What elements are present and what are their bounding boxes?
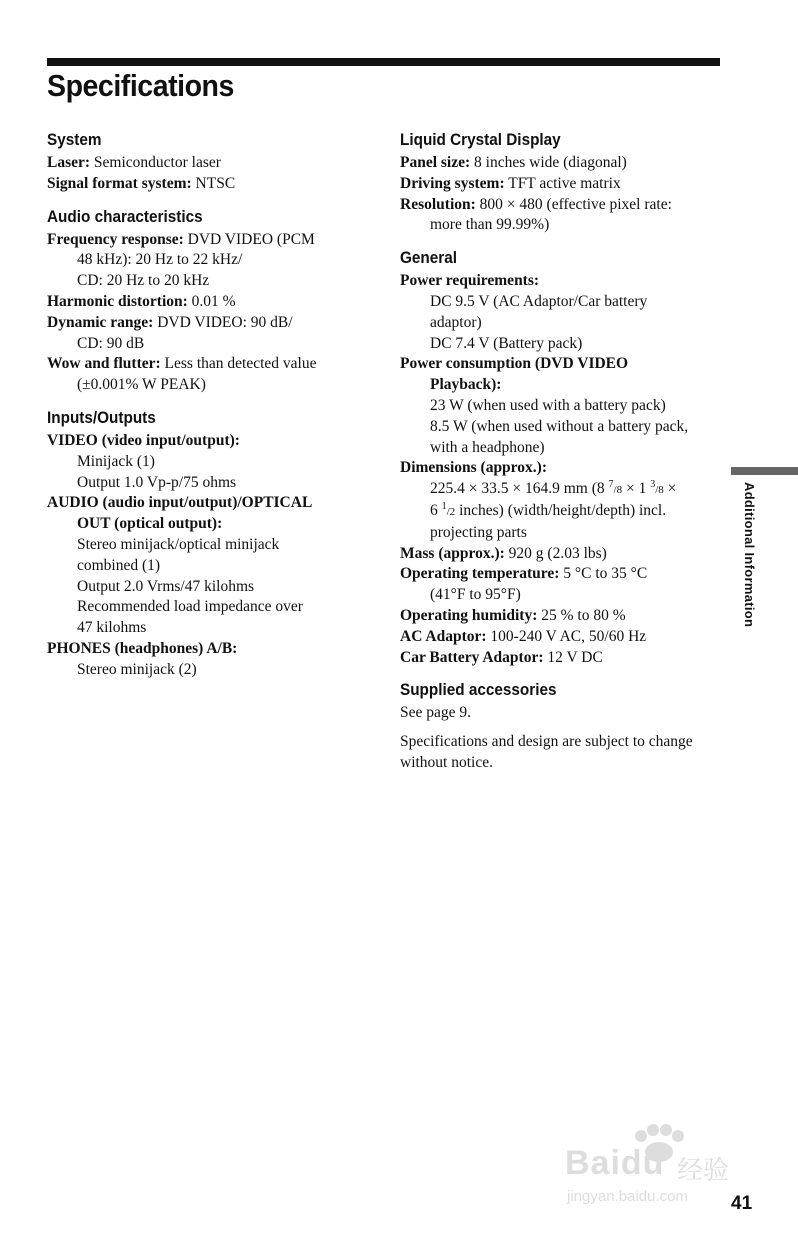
- watermark-url: jingyan.baidu.com: [567, 1188, 688, 1205]
- section-heading: Inputs/Outputs: [47, 407, 156, 427]
- section-heading: General: [400, 248, 457, 268]
- change-notice: Specifications and design are subject to change without notice.: [400, 733, 693, 771]
- spec-value: Semiconductor laser: [90, 154, 221, 171]
- spec-value: Less than detected value: [160, 355, 317, 373]
- page-number: 41: [731, 1193, 753, 1214]
- spec-label: Power consumption (DVD VIDEO: [400, 355, 629, 373]
- spec-value: 8.5 W (when used without a battery pack,: [430, 417, 689, 435]
- spec-power-consumption: [400, 354, 725, 458]
- spec-value: NTSC: [191, 174, 236, 192]
- spec-label: Signal format system:: [47, 174, 192, 192]
- spec-label: Driving system:: [400, 174, 505, 192]
- spec-label: Car Battery Adaptor:: [400, 648, 544, 666]
- section-heading: System: [47, 130, 102, 149]
- spec-label: Panel size:: [400, 154, 471, 171]
- spec-power-requirements: [400, 271, 725, 354]
- spec-label: Laser:: [47, 154, 91, 171]
- spec-value: with a headphone): [430, 438, 545, 456]
- spec-resolution: [400, 195, 725, 237]
- spec-value: Recommended load impedance over: [77, 598, 303, 616]
- side-tab-bar: [731, 467, 798, 475]
- spec-value: Output 2.0 Vrms/47 kilohms: [77, 577, 255, 595]
- right-column: [400, 128, 725, 784]
- section-lcd: [400, 128, 725, 236]
- watermark: [565, 1122, 740, 1212]
- spec-value: 5 °C to 35 °C: [559, 565, 648, 583]
- fraction-numerator: 3: [650, 479, 656, 490]
- spec-value: Minijack (1): [77, 452, 155, 470]
- spec-label: Wow and flutter:: [47, 355, 161, 373]
- side-tab-label: Additional Information: [742, 482, 757, 628]
- spec-label: AC Adaptor:: [400, 627, 487, 645]
- spec-value: 0.01 %: [187, 292, 236, 310]
- spec-audio-optical: [47, 493, 367, 639]
- spec-value: combined (1): [77, 556, 161, 574]
- spec-value: 8 inches wide (diagonal): [470, 154, 627, 171]
- spec-label: Frequency response:: [47, 230, 184, 248]
- spec-value: CD: 90 dB: [77, 334, 145, 352]
- fraction-denominator: /8: [655, 484, 664, 497]
- spec-operating-humidity: [400, 606, 725, 627]
- section-heading: Audio characteristics: [47, 206, 203, 226]
- fraction-numerator: 7: [608, 479, 614, 490]
- dim-text: ×: [663, 480, 677, 498]
- spec-laser: [47, 153, 367, 174]
- section-inputs-outputs: [47, 406, 367, 681]
- dim-text: × 1: [622, 480, 651, 498]
- spec-value: projecting parts: [430, 523, 527, 541]
- spec-signal-format: [47, 174, 367, 195]
- fraction-numerator: 1: [441, 500, 447, 512]
- spec-wow-flutter: [47, 354, 367, 396]
- spec-value: [400, 479, 725, 501]
- spec-label: PHONES (headphones) A/B:: [47, 639, 238, 657]
- spec-panel-size: [400, 153, 725, 174]
- spec-frequency-response: [47, 230, 367, 292]
- spec-phones: [47, 639, 367, 681]
- spec-video: [47, 431, 367, 493]
- section-heading: Liquid Crystal Display: [400, 130, 561, 149]
- dim-text: inches) (width/height/depth) incl.: [455, 501, 667, 519]
- spec-value: DVD VIDEO (PCM: [183, 230, 315, 248]
- spec-label: Dynamic range:: [47, 313, 154, 331]
- spec-value: 800 × 480 (effective pixel rate:: [475, 195, 672, 213]
- spec-value: 48 kHz): 20 Hz to 22 kHz/: [77, 251, 243, 269]
- section-audio: [47, 205, 367, 396]
- spec-value: DVD VIDEO: 90 dB/: [153, 313, 293, 331]
- spec-value: DC 7.4 V (Battery pack): [430, 334, 583, 352]
- spec-value: [400, 501, 725, 523]
- spec-label: AUDIO (audio input/output)/OPTICAL: [47, 494, 313, 512]
- spec-value: CD: 20 Hz to 20 kHz: [77, 272, 210, 290]
- dim-text: 6: [430, 501, 442, 519]
- fraction-denominator: /8: [613, 484, 623, 497]
- spec-label: Dimensions (approx.):: [400, 459, 547, 477]
- section-general: [400, 246, 725, 668]
- spec-label: Mass (approx.):: [400, 544, 505, 562]
- spec-label: Operating humidity:: [400, 606, 538, 624]
- spec-label: Power requirements:: [400, 272, 540, 290]
- watermark-brand: Baidu: [565, 1144, 665, 1182]
- spec-value: (41°F to 95°F): [430, 586, 521, 604]
- spec-car-battery-adaptor: [400, 648, 725, 669]
- spec-dimensions: [400, 458, 725, 543]
- spec-driving-system: [400, 174, 725, 195]
- spec-value: DC 9.5 V (AC Adaptor/Car battery: [430, 292, 648, 310]
- top-rule: [47, 58, 720, 66]
- spec-ac-adaptor: [400, 627, 725, 648]
- spec-value: (±0.001% W PEAK): [77, 376, 206, 394]
- section-supplied-accessories: [400, 678, 725, 773]
- spec-value: 25 % to 80 %: [537, 606, 626, 624]
- watermark-cn: 经验: [677, 1156, 730, 1186]
- section-system: [47, 128, 367, 195]
- spec-label: Resolution:: [400, 195, 476, 213]
- spec-value: 23 W (when used with a battery pack): [430, 396, 666, 414]
- spec-mass: [400, 544, 725, 565]
- spec-value: 100-240 V AC, 50/60 Hz: [486, 627, 647, 645]
- spec-value: Stereo minijack (2): [77, 660, 197, 678]
- spec-value: 920 g (2.03 lbs): [504, 544, 607, 562]
- spec-label: VIDEO (video input/output):: [47, 431, 240, 449]
- spec-label: OUT (optical output):: [77, 515, 223, 533]
- spec-value: 47 kilohms: [77, 619, 147, 637]
- see-page-note: See page 9.: [400, 704, 472, 722]
- spec-value: Output 1.0 Vp-p/75 ohms: [77, 473, 237, 491]
- spec-value: Stereo minijack/optical minijack: [77, 535, 280, 553]
- spec-value: adaptor): [430, 313, 482, 331]
- spec-label: Playback):: [430, 376, 502, 394]
- spec-value: 12 V DC: [543, 648, 603, 666]
- spec-value: TFT active matrix: [504, 174, 621, 192]
- spec-label: Operating temperature:: [400, 565, 560, 583]
- page-title: Specifications: [47, 68, 234, 103]
- spec-dynamic-range: [47, 313, 367, 355]
- spec-harmonic-distortion: [47, 292, 367, 313]
- spec-value: more than 99.99%): [430, 216, 550, 234]
- section-heading: Supplied accessories: [400, 680, 557, 700]
- spec-label: Harmonic distortion:: [47, 292, 188, 310]
- spec-operating-temperature: [400, 564, 725, 606]
- fraction-denominator: /2: [446, 505, 456, 518]
- left-column: [47, 128, 367, 691]
- dim-text: 225.4 × 33.5 × 164.9 mm (8: [430, 480, 609, 498]
